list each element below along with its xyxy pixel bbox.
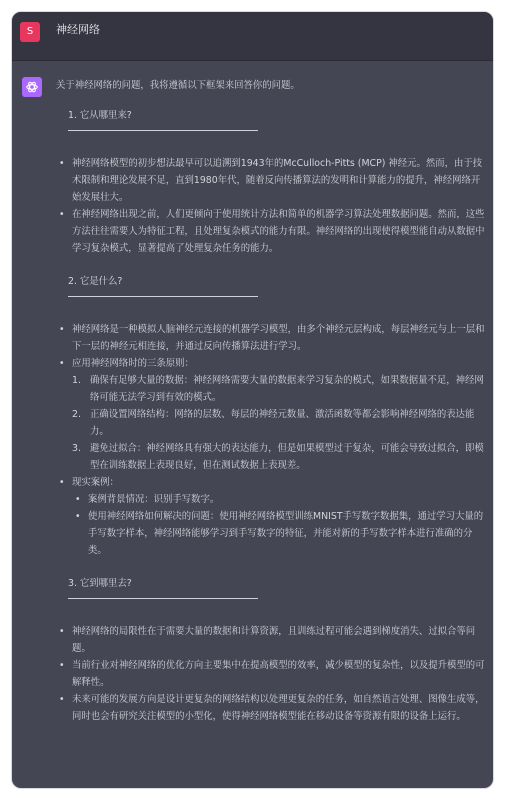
section-heading-what: 2. 它是什么? [68, 276, 123, 287]
answer-intro: 关于神经网络的问题，我将遵循以下框架来回答你的问题。 [56, 80, 300, 91]
principles-list [72, 372, 486, 474]
list-item: • 当前行业对神经网络的优化方向主要集中在提高模型的效率，减少模型的复杂性，以及提升模型的可解释性。 [56, 657, 486, 691]
list-item: • 神经网络是一种模拟人脑神经元连接的机器学习模型，由多个神经元层构成，每层神经元与上一层和下一层的神经元相连接，并通过反向传播算法进行学习。 [56, 321, 486, 355]
section-future-list [56, 623, 486, 725]
openai-logo-icon [25, 80, 39, 94]
principle-text: 确保有足够大量的数据：神经网络需要大量的数据来学习复杂的模式，如果数据量不足，神经网络可能无法学习到有效的模式。 [90, 375, 484, 403]
section-what-list [56, 321, 486, 559]
section-divider [68, 598, 258, 599]
principle-text: 正确设置网络结构：网络的层数、每层的神经元数量、激活函数等都会影响神经网络的表达能力。 [90, 409, 475, 437]
cases-title: 现实案例： [72, 477, 119, 488]
assistant-message-content [56, 77, 486, 741]
user-message-row [12, 12, 493, 61]
case-item: • 案例背景情况：识别手写数字。 [72, 491, 486, 508]
list-item: • 未来可能的发展方向是设计更复杂的网络结构以处理更复杂的任务，如自然语言处理、图像生成等，同时也会有研究关注模型的小型化，使得神经网络模型能在移动设备等资源有限的设备上运行。 [56, 691, 486, 725]
principle-number: 3. [72, 443, 81, 454]
principle-number: 1. [72, 375, 81, 386]
principle-item [72, 406, 486, 440]
user-message-text: 神经网络 [56, 23, 100, 36]
section-heading-future: 3. 它到哪里去? [68, 578, 132, 589]
principles-title: 应用神经网络时的三条原则： [72, 358, 194, 369]
section-origin-list [56, 155, 486, 257]
principle-text: 避免过拟合：神经网络具有强大的表达能力，但是如果模型过于复杂，可能会导致过拟合，即模型在训练数据上表现良好，但在测试数据上表现差。 [90, 443, 484, 471]
section-divider [68, 296, 258, 297]
case-item: • 使用神经网络如何解决的问题：使用神经网络模型训练MNIST手写数字数据集，通过学习大量的手写数字样本，神经网络能够学习到手写数字的特征，并能对新的手写数字样本进行准确的分类。 [72, 508, 486, 559]
assistant-message-row [12, 61, 493, 788]
section-divider [68, 130, 258, 131]
user-avatar: S [20, 22, 40, 42]
principle-item [72, 440, 486, 474]
list-item [56, 355, 486, 474]
principle-number: 2. [72, 409, 81, 420]
principle-item [72, 372, 486, 406]
chat-window [12, 12, 493, 788]
cases-list [72, 491, 486, 559]
list-item: • 神经网络模型的初步想法最早可以追溯到1943年的McCulloch-Pitts (MCP) 神经元。然而，由于技术限制和理论发展不足，直到1980年代，随着反向传播算法的发明和计算能力的提升，神经网络开始发展壮大。 [56, 155, 486, 206]
list-item [56, 474, 486, 559]
list-item: • 神经网络的局限性在于需要大量的数据和计算资源，且训练过程可能会遇到梯度消失、过拟合等问题。 [56, 623, 486, 657]
assistant-avatar [22, 77, 42, 97]
section-heading-origin: 1. 它从哪里来? [68, 110, 132, 121]
list-item: • 在神经网络出现之前，人们更倾向于使用统计方法和简单的机器学习算法处理数据问题。然而，这些方法往往需要人为特征工程，且处理复杂模式的能力有限。神经网络的出现使得模型能自动从数据中学习复杂模式，显著提高了处理复杂任务的能力。 [56, 206, 486, 257]
